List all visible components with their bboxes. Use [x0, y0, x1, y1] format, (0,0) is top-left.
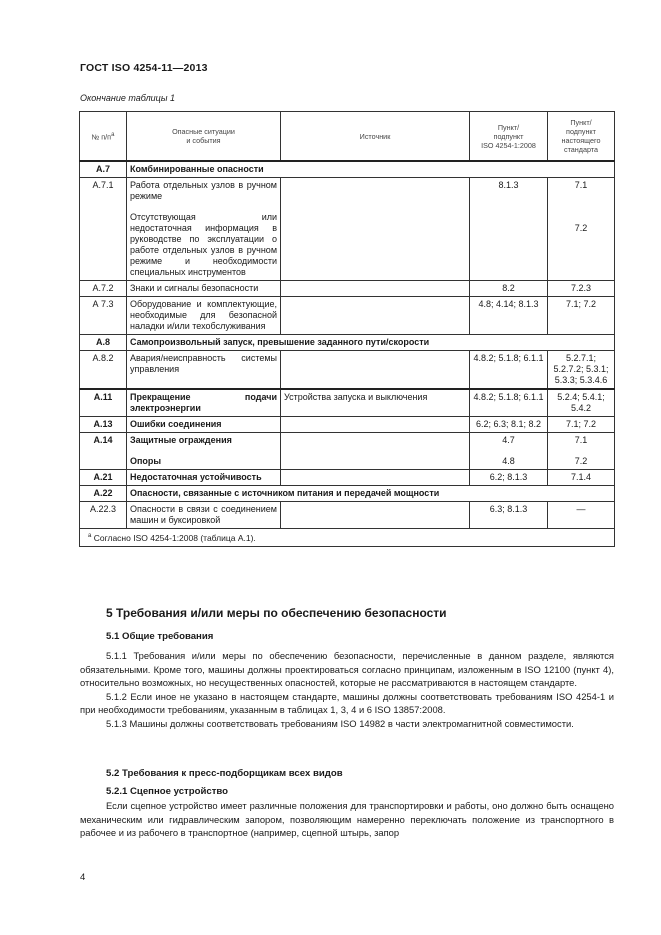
- source-cell: [281, 281, 470, 297]
- row-number: А.11: [80, 389, 127, 417]
- row-number: А.22.3: [80, 502, 127, 529]
- clause-cell: 6.2; 6.3; 8.1; 8.2: [470, 417, 548, 433]
- table-row: [80, 486, 615, 502]
- source-cell: [281, 502, 470, 529]
- row-number: А.7.2: [80, 281, 127, 297]
- source-cell: Устройства запуска и выключения: [281, 389, 470, 417]
- clause-cell: 6.2; 8.1.3: [470, 470, 548, 486]
- clause-cell: 4.8.2; 5.1.8; 6.1.1: [470, 351, 548, 390]
- hazards-table: [79, 111, 615, 547]
- source-cell: [281, 178, 470, 281]
- col-standard-header: Пункт/ подпункт настоящего стандарта: [548, 112, 615, 162]
- section-5-2-1-heading: 5.2.1 Сцепное устройство: [106, 786, 229, 797]
- table-row: [80, 178, 615, 281]
- hazard-cell: Прекращение подачи электроэнергии: [127, 389, 281, 417]
- section-5-1-heading: 5.1 Общие требования: [106, 631, 214, 642]
- hazard-cell: Авария/неисправность системы управления: [127, 351, 281, 390]
- standard-cell: 7.1 7.2: [548, 178, 615, 281]
- paragraph-5-1-1: 5.1.1 Требования и/или меры по обеспечению безопасности, перечисленные в данном разделе, являются обязательными. Кроме того, машины должны проектироваться согласно принципам, изложенным в ISO 12100 (пункт 4), относительно возможных, но несущественных опасностей, которые не рассматриваются в настоящем стандарте.: [80, 650, 614, 689]
- standard-cell: 7.2.3: [548, 281, 615, 297]
- clause-cell: 4.8.2; 5.1.8; 6.1.1: [470, 389, 548, 417]
- paragraph-5-1-3: 5.1.3 Машины должны соответствовать требованиям ISO 14982 в части электромагнитной совместимости.: [106, 717, 574, 729]
- table-row: [80, 281, 615, 297]
- table-footnote: $^a$ Согласно ISO 4254-1:2008 (таблица А.1).: [80, 529, 615, 547]
- section-5-heading: 5 Требования и/или меры по обеспечению безопасности: [106, 606, 447, 620]
- section-5-2-heading: 5.2 Требования к пресс-подборщикам всех видов: [106, 768, 343, 779]
- hazard-cell: Защитные ограждения Опоры: [127, 433, 281, 470]
- source-cell: [281, 417, 470, 433]
- standard-cell: 5.2.7.1; 5.2.7.2; 5.3.1; 5.3.3; 5.3.4.6: [548, 351, 615, 390]
- col-hazard-header: Опасные ситуации и события: [127, 112, 281, 162]
- table-row: [80, 389, 615, 417]
- clause-cell: 8.2: [470, 281, 548, 297]
- table-caption: Окончание таблицы 1: [80, 93, 175, 103]
- clause-cell: 8.1.3: [470, 178, 548, 281]
- hazard-cell: Опасности в связи с соединением машин и буксировкой: [127, 502, 281, 529]
- standard-cell: 7.1; 7.2: [548, 417, 615, 433]
- col-source-header: Источник: [281, 112, 470, 162]
- source-cell: [281, 470, 470, 486]
- standard-cell: 5.2.4; 5.4.1; 5.4.2: [548, 389, 615, 417]
- document-header: ГОСТ ISO 4254-11—2013: [80, 62, 208, 74]
- table-footnote-row: [80, 529, 615, 547]
- table-row: [80, 502, 615, 529]
- row-number: А.7: [80, 161, 127, 178]
- hazard-cell: Работа отдельных узлов в ручном режиме Отсутствующая или недостаточная информация в руководстве по эксплуатации о работе отдельных узлов в ручном режиме и необходимости специальных инструментов: [127, 178, 281, 281]
- table-header-row: [80, 112, 615, 162]
- clause-cell: 4.7 4.8: [470, 433, 548, 470]
- hazard-cell: Ошибки соединения: [127, 417, 281, 433]
- source-cell: [281, 433, 470, 470]
- hazard-cell: Оборудование и комплектующие, необходимые для безопасной наладки и/или техобслуживания: [127, 297, 281, 335]
- table-row: [80, 351, 615, 390]
- row-number: А.13: [80, 417, 127, 433]
- standard-cell: 7.1 7.2: [548, 433, 615, 470]
- table-row: [80, 161, 615, 178]
- table-row: [80, 335, 615, 351]
- row-number: А.22: [80, 486, 127, 502]
- paragraph-5-1-2: 5.1.2 Если иное не указано в настоящем стандарте, машины должны соответствовать требованиям ISO 4254-1 и при необходимости требованиям, указанным в таблицах 1, 3, 4 и 6 ISO 13857:2008.: [80, 690, 614, 716]
- standard-cell: —: [548, 502, 615, 529]
- clause-cell: 4.8; 4.14; 8.1.3: [470, 297, 548, 335]
- row-number: А 7.3: [80, 297, 127, 335]
- col-number-header: № $п/п^a$: [80, 112, 127, 162]
- paragraph-5-2-1: Если сцепное устройство имеет различные положения для транспортировки и работы, оно должно быть оснащено механическим или гидравлическим запором, позволяющим намеренно переключать положение из транспортного в рабочее и из рабочего в транспортное (например, сцепной штырь, запор: [80, 800, 614, 839]
- section-5-2-1-body: [80, 799, 614, 840]
- standard-cell: 7.1.4: [548, 470, 615, 486]
- row-number: А.8.2: [80, 351, 127, 390]
- page-number: 4: [80, 872, 86, 883]
- row-number: А.21: [80, 470, 127, 486]
- group-title: Самопроизвольный запуск, превышение заданного пути/скорости: [127, 335, 615, 351]
- row-number: А.8: [80, 335, 127, 351]
- standard-cell: 7.1; 7.2: [548, 297, 615, 335]
- source-cell: [281, 297, 470, 335]
- group-title: Комбинированные опасности: [127, 161, 615, 178]
- hazard-cell: Недостаточная устойчивость: [127, 470, 281, 486]
- clause-cell: 6.3; 8.1.3: [470, 502, 548, 529]
- table-row: [80, 417, 615, 433]
- section-5-1-body: [80, 649, 614, 731]
- hazard-cell: Знаки и сигналы безопасности: [127, 281, 281, 297]
- table-row: [80, 297, 615, 335]
- table-row: [80, 470, 615, 486]
- col-clause-header: Пункт/ подпункт ISO 4254-1:2008: [470, 112, 548, 162]
- group-title: Опасности, связанные с источником питания и передачей мощности: [127, 486, 615, 502]
- row-number: А.14: [80, 433, 127, 470]
- row-number: А.7.1: [80, 178, 127, 281]
- source-cell: [281, 351, 470, 390]
- table-row: [80, 433, 615, 470]
